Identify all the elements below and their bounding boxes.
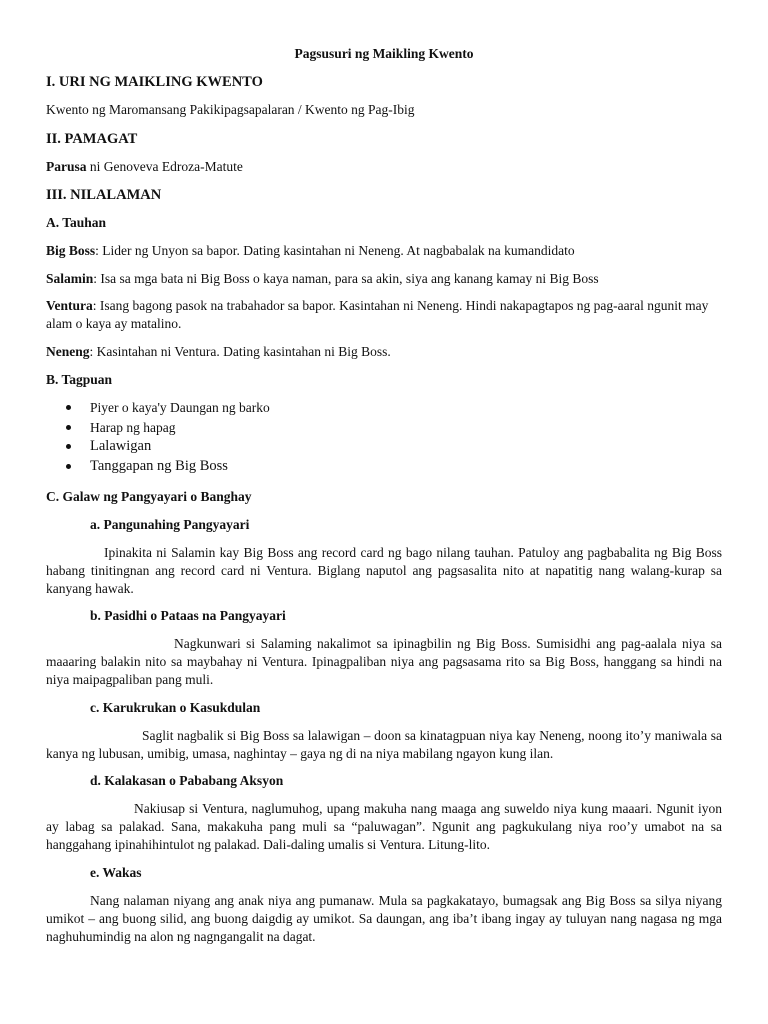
bullet-icon (66, 444, 71, 449)
setting-item-label: Tanggapan ng Big Boss (90, 457, 228, 474)
list-item (46, 398, 722, 418)
bullet-icon (66, 405, 71, 410)
character-name: Salamin (46, 271, 94, 286)
character-description: : Isa sa mga bata ni Big Boss o kaya naman, para sa akin, siya ang kanang kamay ni Big Boss (93, 271, 599, 286)
setting-item-label: Harap ng hapag (90, 419, 176, 435)
subheading-tauhan: A. Tauhan (46, 215, 107, 230)
plot-part-heading: c. Karukrukan o Kasukdulan (90, 700, 261, 715)
plot-part-heading: b. Pasidhi o Pataas na Pangyayari (90, 608, 286, 623)
list-item (46, 418, 722, 438)
subheading-tagpuan: B. Tagpuan (46, 372, 113, 387)
character-entry (46, 242, 722, 260)
character-description: : Isang bagong pasok na trabahador sa bapor. Kasintahan ni Neneng. Hindi nakapagtapos ng pag-aaral ngunit may alam o kaya ay matalino. (46, 298, 709, 331)
character-description: : Kasintahan ni Ventura. Dating kasintahan ni Big Boss. (89, 344, 391, 359)
plot-part-text: Nagkunwari si Salaming nakalimot sa ipinagbilin ng Big Boss. Sumisidhi ang pag-aalala niya sa maaaring balakin nito sa maybahay ni Ventura. Ipinagpaliban niya ang pagsasama rito sa Big Boss, hanggang sa hindi na niya maipagpaliban pang muli. (46, 636, 722, 687)
bullet-icon (66, 425, 71, 430)
list-item (46, 437, 722, 457)
story-title: Parusa (46, 159, 87, 174)
character-name: Ventura (46, 298, 93, 313)
section-heading-nilalaman: III. NILALAMAN (46, 187, 162, 203)
plot-part-text: Nang nalaman niyang ang anak niya ang pumanaw. Mula sa pagkakatayo, bumagsak ang Big Boss sa silya niyang umikot – ang buong silid, ang buong daigdig ay umikot. Sa daungan, ang iba’t ibang ingay ay tuluyan nang nagasa ng mga naghuhumindig na alon ng nagngangalit na dagat. (46, 893, 722, 944)
setting-list (46, 398, 722, 476)
plot-part-text: Ipinakita ni Salamin kay Big Boss ang record card ng bago nilang tauhan. Patuloy ang pagbabalita ng Big Boss habang tinitingnan ang record card ni Ventura. Biglang naputol ang pagsasalita nito at napatitig nang walang-kurap sa kanyang hawak. (46, 545, 722, 596)
setting-item-label: Lalawigan (90, 438, 152, 454)
plot-part-heading: e. Wakas (90, 865, 142, 880)
plot-part-heading: a. Pangunahing Pangyayari (90, 517, 250, 532)
character-name: Big Boss (46, 243, 96, 258)
section-text-pamagat (46, 158, 722, 176)
character-entry (46, 297, 722, 333)
list-item (46, 457, 722, 477)
character-entry (46, 343, 722, 361)
section-heading-uri: I. URI NG MAIKLING KWENTO (46, 74, 263, 90)
plot-part-text: Nakiusap si Ventura, naglumuhog, upang makuha nang maaga ang suweldo niya kung maaari. Ngunit iyon ay labag sa palakad. Sana, makakuha pang muli sa “paluwagan”. Ngunit ang pagkukulang niya roo’y umabot na sa hanggahang ipinahihintulot ng palakad. Dali-daling umalis si Ventura. Litung-lito. (46, 801, 722, 852)
character-name: Neneng (46, 344, 90, 359)
section-text-uri: Kwento ng Maromansang Pakikipagsapalaran / Kwento ng Pag-Ibig (46, 102, 415, 117)
character-entry (46, 270, 722, 288)
bullet-icon (66, 464, 71, 469)
character-description: : Lider ng Unyon sa bapor. Dating kasintahan ni Neneng. At nagbabalak na kumandidato (95, 243, 575, 258)
section-heading-pamagat: II. PAMAGAT (46, 131, 138, 147)
document-title: Pagsusuri ng Maikling Kwento (294, 46, 474, 61)
plot-part-text: Saglit nagbalik si Big Boss sa lalawigan – doon sa kinatagpuan niya kay Neneng, noong ito’y maniwala sa kanya ng lubusan, umibig, umasa, naghintay – gaya ng di na niya mabilang ngayon kung ilan. (46, 728, 722, 761)
setting-item-label: Piyer o kaya'y Daungan ng barko (90, 400, 270, 415)
subheading-banghay: C. Galaw ng Pangyayari o Banghay (46, 489, 252, 504)
story-author: ni Genoveva Edroza-Matute (86, 159, 243, 174)
plot-part-heading: d. Kalakasan o Pababang Aksyon (90, 773, 284, 788)
